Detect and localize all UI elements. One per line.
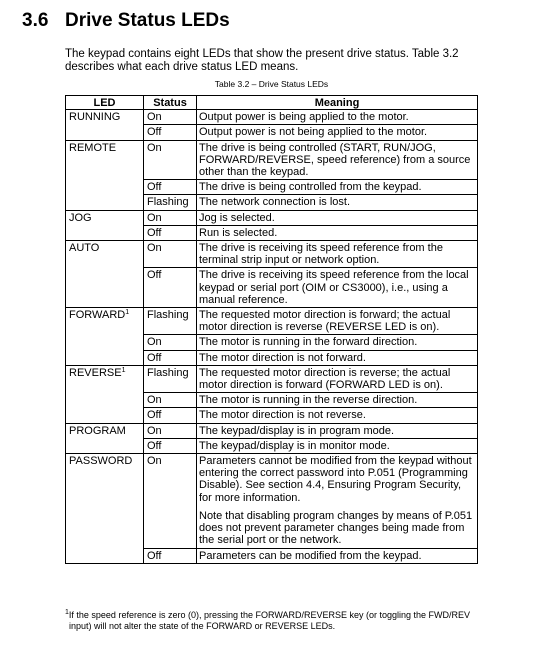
meaning-text: Parameters cannot be modified from the keypad without entering the correct password into P.051 (Programming Disable). See section 4.4, Ensuring Program Security, for more information.	[199, 455, 472, 504]
status-cell: Off	[144, 408, 197, 423]
footnote-line-2: input) will not alter the state of the FORWARD or REVERSE LEDs.	[69, 621, 336, 631]
meaning-cell: The requested motor direction is reverse; the actual motor direction is forward (FORWARD LED is on).	[197, 365, 478, 392]
status-cell: On	[144, 454, 197, 548]
section-title: Drive Status LEDs	[65, 10, 230, 31]
status-cell: On	[144, 210, 197, 225]
table-caption: Table 3.2 – Drive Status LEDs	[214, 79, 329, 89]
meaning-cell: The drive is being controlled from the keypad.	[197, 180, 478, 195]
footnote-line-1: If the speed reference is zero (0), pressing the FORWARD/REVERSE key (or toggling the FWD/REV	[68, 610, 471, 620]
table-row	[66, 365, 478, 392]
drive-status-led-table	[65, 95, 478, 564]
table-header-row	[66, 96, 478, 110]
meaning-cell: The drive is being controlled (START, RUN/JOG, FORWARD/REVERSE, speed reference) from a source other than the keypad.	[197, 140, 478, 180]
status-cell: Off	[144, 180, 197, 195]
led-program: PROGRAM	[66, 423, 144, 453]
table-row	[66, 241, 478, 268]
status-cell: Off	[144, 438, 197, 453]
footnote	[65, 610, 485, 632]
meaning-cell: The drive is receiving its speed reference from the local keypad or serial port (OIM or CS3000), i.e., using a manual reference.	[197, 268, 478, 308]
col-header-led: LED	[66, 96, 144, 110]
table-row	[66, 308, 478, 335]
status-cell: On	[144, 423, 197, 438]
meaning-cell: Jog is selected.	[197, 210, 478, 225]
intro-paragraph: The keypad contains eight LEDs that show the present drive status. Table 3.2 describes what each drive status LED means.	[65, 48, 459, 73]
status-cell: On	[144, 393, 197, 408]
table-row	[66, 454, 478, 548]
meaning-cell: The motor direction is not reverse.	[197, 408, 478, 423]
meaning-cell: Parameters can be modified from the keypad.	[197, 548, 478, 563]
table-row	[66, 140, 478, 180]
footnote-ref: 1	[121, 366, 126, 374]
status-cell: On	[144, 140, 197, 180]
status-cell: Flashing	[144, 365, 197, 392]
col-header-meaning: Meaning	[197, 96, 478, 110]
meaning-cell: Run is selected.	[197, 225, 478, 240]
status-cell: On	[144, 110, 197, 125]
section-heading	[22, 10, 230, 32]
led-remote: REMOTE	[66, 140, 144, 210]
meaning-cell: The motor direction is not forward.	[197, 350, 478, 365]
meaning-cell: The keypad/display is in program mode.	[197, 423, 478, 438]
led-auto: AUTO	[66, 241, 144, 308]
led-reverse	[66, 365, 144, 423]
led-password: PASSWORD	[66, 454, 144, 564]
meaning-cell: The motor is running in the reverse direction.	[197, 393, 478, 408]
status-cell: Off	[144, 350, 197, 365]
status-cell: Off	[144, 548, 197, 563]
meaning-cell	[197, 454, 478, 548]
meaning-cell: The keypad/display is in monitor mode.	[197, 438, 478, 453]
led-reverse-label: REVERSE	[69, 366, 122, 379]
status-cell: Off	[144, 125, 197, 140]
meaning-cell: The motor is running in the forward direction.	[197, 335, 478, 350]
footnote-mark: 1	[65, 609, 69, 616]
meaning-note: Note that disabling program changes by means of P.051 does not prevent parameter changes being made from the serial port or the network.	[199, 509, 473, 547]
section-number: 3.6	[22, 10, 49, 31]
table-row	[66, 423, 478, 438]
led-running: RUNNING	[66, 110, 144, 140]
status-cell: Flashing	[144, 195, 197, 210]
meaning-cell: Output power is being applied to the motor.	[197, 110, 478, 125]
table-row	[66, 210, 478, 225]
meaning-cell: The drive is receiving its speed reference from the terminal strip input or network option.	[197, 241, 478, 268]
status-cell: Off	[144, 225, 197, 240]
led-jog: JOG	[66, 210, 144, 240]
status-cell: Off	[144, 268, 197, 308]
meaning-cell: The network connection is lost.	[197, 195, 478, 210]
status-cell: On	[144, 241, 197, 268]
col-header-status: Status	[144, 96, 197, 110]
led-forward	[66, 308, 144, 366]
meaning-cell: The requested motor direction is forward; the actual motor direction is reverse (REVERSE LED is on).	[197, 308, 478, 335]
status-cell: Flashing	[144, 308, 197, 335]
footnote-ref: 1	[125, 309, 130, 317]
status-cell: On	[144, 335, 197, 350]
led-forward-label: FORWARD	[69, 309, 126, 322]
table-row	[66, 110, 478, 125]
meaning-cell: Output power is not being applied to the motor.	[197, 125, 478, 140]
